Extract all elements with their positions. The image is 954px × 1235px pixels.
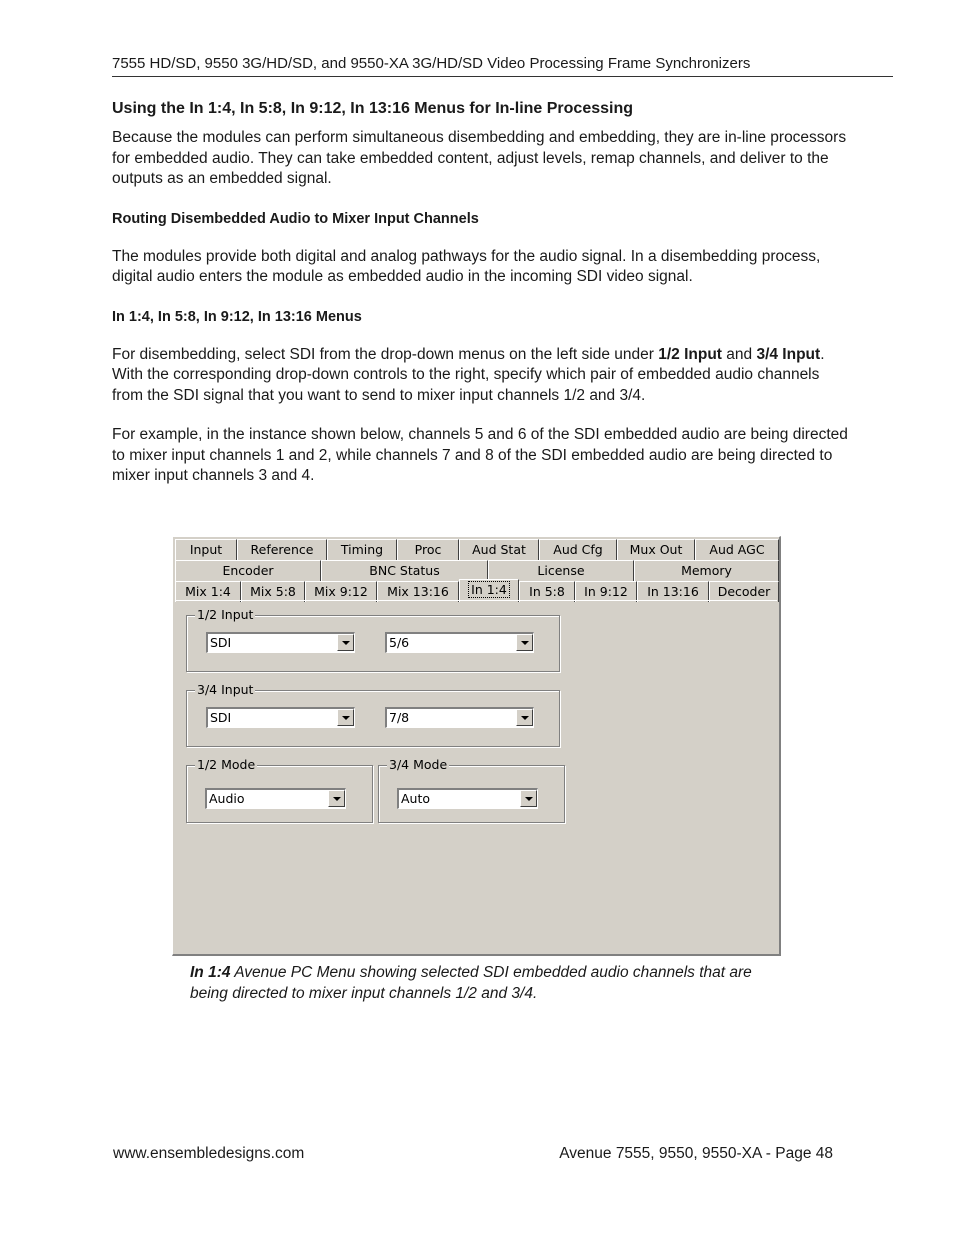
mode-12-select[interactable] xyxy=(205,788,346,809)
tab-memory[interactable]: Memory xyxy=(634,560,779,581)
footer-website: www.ensembledesigns.com xyxy=(113,1145,305,1162)
avenue-pc-dialog xyxy=(172,536,781,956)
running-header: 7555 HD/SD, 9550 3G/HD/SD, and 9550-XA 3G/HD/SD Video Processing Frame Synchronizers xyxy=(112,54,893,77)
tab-row-3 xyxy=(175,581,779,602)
tab-in-1-4[interactable]: In 1:4 xyxy=(459,579,519,602)
group-34-mode xyxy=(378,757,565,823)
tab-decoder[interactable]: Decoder xyxy=(709,581,779,602)
tab-row-1 xyxy=(175,539,779,560)
input-34-channels-value: 7/8 xyxy=(389,710,410,725)
tab-in-5-8[interactable]: In 5:8 xyxy=(519,581,575,602)
tab-mix-5-8[interactable]: Mix 5:8 xyxy=(241,581,305,602)
tab-aud-agc[interactable]: Aud AGC xyxy=(695,539,779,560)
tab-mux-out[interactable]: Mux Out xyxy=(617,539,695,560)
group-34-input xyxy=(186,682,560,747)
input-34-source-select[interactable] xyxy=(206,707,355,728)
mode-12-value: Audio xyxy=(209,791,245,806)
section-title: Using the In 1:4, In 5:8, In 9:12, In 13:16 Menus for In-line Processing xyxy=(112,100,634,117)
example-paragraph: For example, in the instance shown below, channels 5 and 6 of the SDI embedded audio are being directed to mixer input channels 1 and 2, while channels 7 and 8 of the SDI embedded audio are being directed to mixer input channels 3 and 4. xyxy=(112,426,848,484)
intro-paragraph: Because the modules can perform simultaneous disembedding and embedding, they are in-line processors for embedded audio. They can take embedded content, adjust levels, remap channels, and deliver to the outputs as an embedded signal. xyxy=(112,129,847,187)
input-12-source-select[interactable] xyxy=(206,632,355,653)
tab-mix-1-4[interactable]: Mix 1:4 xyxy=(175,581,241,602)
disembedding-paragraph: For disembedding, select SDI from the drop-down menus on the left side under 1/2 Input and 3/4 Input. With the corresponding drop-down controls to the right, specify which pair of embedded audio channels from the SDI signal that you want to send to mixer input channels 1/2 and 3/4. xyxy=(112,345,825,404)
tab-input[interactable]: Input xyxy=(175,539,237,560)
group-12-input-label: 1/2 Input xyxy=(197,607,254,622)
chevron-down-icon[interactable] xyxy=(516,709,533,726)
mode-34-select[interactable] xyxy=(397,788,538,809)
tab-aud-stat[interactable]: Aud Stat xyxy=(459,539,539,560)
tab-bnc-status[interactable]: BNC Status xyxy=(321,560,488,581)
group-34-input-label: 3/4 Input xyxy=(197,682,254,697)
tab-row-2 xyxy=(175,560,779,581)
chevron-down-icon[interactable] xyxy=(337,634,354,651)
tab-license[interactable]: License xyxy=(488,560,634,581)
tab-panel-edge xyxy=(175,600,777,601)
tab-in-9-12[interactable]: In 9:12 xyxy=(575,581,637,602)
tab-proc[interactable]: Proc xyxy=(397,539,459,560)
tab-reference[interactable]: Reference xyxy=(237,539,327,560)
group-12-input xyxy=(186,607,560,672)
input-12-channels-select[interactable] xyxy=(385,632,534,653)
tab-aud-cfg[interactable]: Aud Cfg xyxy=(539,539,617,560)
input-12-channels-value: 5/6 xyxy=(389,635,410,650)
subsection-routing-title: Routing Disembedded Audio to Mixer Input Channels xyxy=(112,210,479,227)
document-body xyxy=(112,98,852,505)
chevron-down-icon[interactable] xyxy=(520,790,537,807)
chevron-down-icon[interactable] xyxy=(337,709,354,726)
input-12-source-value: SDI xyxy=(210,635,232,650)
group-12-mode xyxy=(186,757,373,823)
chevron-down-icon[interactable] xyxy=(516,634,533,651)
tab-in-13-16[interactable]: In 13:16 xyxy=(637,581,709,602)
group-12-mode-label: 1/2 Mode xyxy=(197,757,256,772)
input-34-source-value: SDI xyxy=(210,710,232,725)
tab-timing[interactable]: Timing xyxy=(327,539,397,560)
tab-mix-13-16[interactable]: Mix 13:16 xyxy=(377,581,459,602)
input-34-channels-select[interactable] xyxy=(385,707,534,728)
pathways-paragraph: The modules provide both digital and analog pathways for the audio signal. In a disembedding process, digital audio enters the module as embedded audio in the incoming SDI video signal. xyxy=(112,247,821,285)
group-34-mode-label: 3/4 Mode xyxy=(389,757,448,772)
subsection-menus-title: In 1:4, In 5:8, In 9:12, In 13:16 Menus xyxy=(112,308,362,325)
mode-34-value: Auto xyxy=(401,791,431,806)
tab-mix-9-12[interactable]: Mix 9:12 xyxy=(305,581,377,602)
chevron-down-icon[interactable] xyxy=(328,790,345,807)
figure-caption: In 1:4 Avenue PC Menu showing selected SDI embedded audio channels that are being directed to mixer input channels 1/2 and 3/4. xyxy=(190,964,752,1002)
footer-page-number: Avenue 7555, 9550, 9550-XA - Page 48 xyxy=(559,1145,833,1162)
tab-encoder[interactable]: Encoder xyxy=(175,560,321,581)
